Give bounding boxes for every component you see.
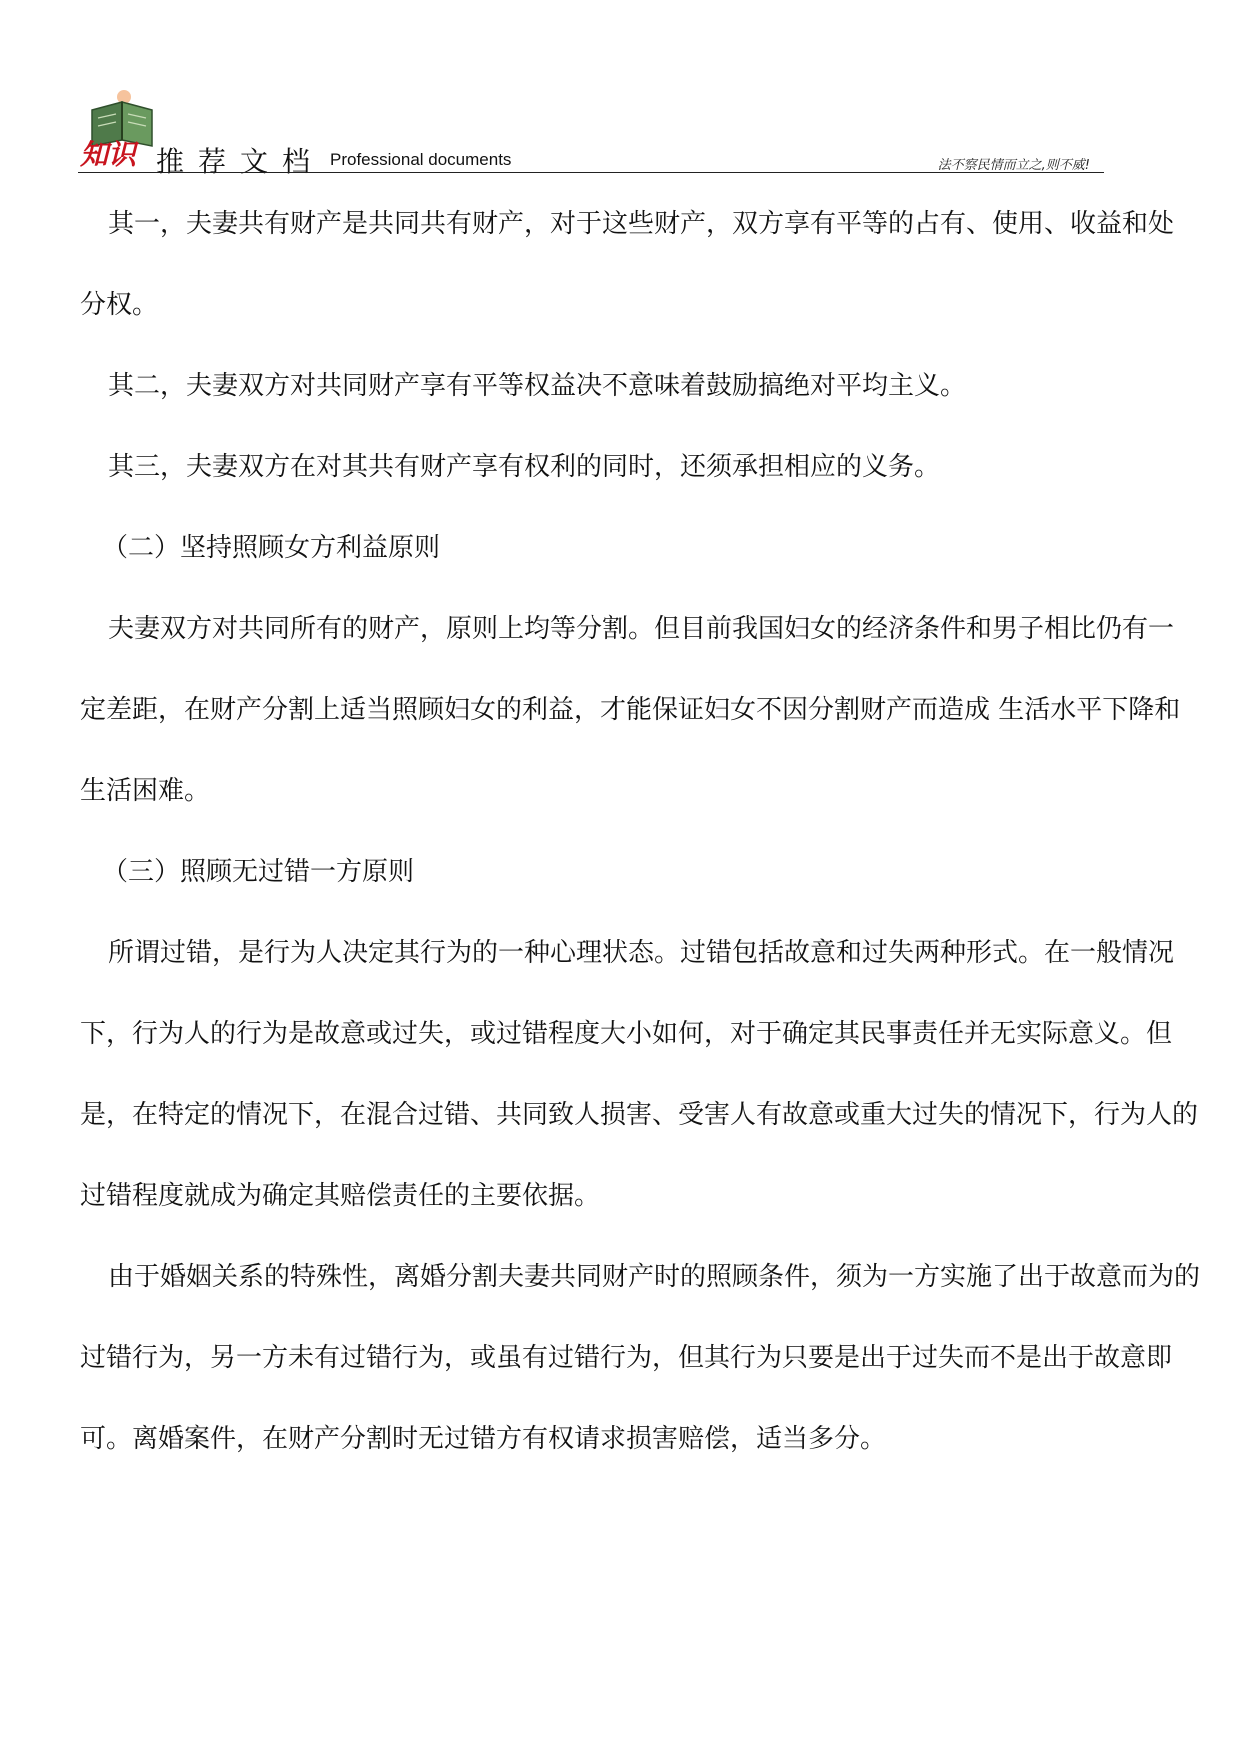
section-heading-3: （三）照顾无过错一方原则 — [102, 857, 415, 887]
section-heading-2: （二）坚持照顾女方利益原则 — [102, 533, 441, 563]
book-logo-icon — [78, 88, 162, 174]
paragraph-4: 夫妻双方对共同所有的财产，原则上均等分割。但目前我国妇女的经济条件和男子相比仍有一 定差距，在财产分割上适当照顾妇女的利益，才能保证妇女不因分割财产而造成 生活水平下降和生活困难。 — [80, 614, 1181, 806]
paragraph-6: 由于婚姻关系的特殊性，离婚分割夫妻共同财产时的照顾条件，须为一方实施了出于故意而为的过错行为，另一方未有过错行为，或虽有过错行为，但其行为只要是出于过失而不是出于故意即可。离婚案件，在财产分割时无过错方有权请求损害赔偿，适当多分。 — [80, 1262, 1201, 1454]
paragraph-3: 其三，夫妻双方在对其共有财产享有权利的同时，还须承担相应的义务。 — [108, 452, 941, 482]
paragraph-5: 所谓过错，是行为人决定其行为的一种心理状态。过错包括故意和过失两种形式。在一般情况 下，行为人的行为是故意或过失，或过错程度大小如何，对于确定其民事责任并无实际意义。但是，在特定的情况下，在混合过错、共同致人损害、受害人有故意或重大过失的情况下，行为人的过错程度就成为确定其赔偿责任的主要依据。 — [80, 938, 1199, 1211]
header-divider — [78, 172, 1104, 173]
brand-subtitle: Professional documents — [330, 150, 512, 169]
header-motto: 法不察民情而立之,则不威! — [937, 158, 1090, 173]
paragraph-1: 其一，夫妻共有财产是共同共有财产，对于这些财产，双方享有平等的占有、使用、收益和处 分权。 — [80, 209, 1175, 320]
document-body — [80, 184, 1200, 1480]
paragraph-2: 其二，夫妻双方对共同财产享有平等权益决不意味着鼓励搞绝对平均主义。 — [108, 371, 967, 401]
brand-title: 推荐文档 — [156, 145, 325, 178]
document-header — [78, 88, 1104, 178]
logo-calligraphy: 知识 — [80, 138, 137, 171]
